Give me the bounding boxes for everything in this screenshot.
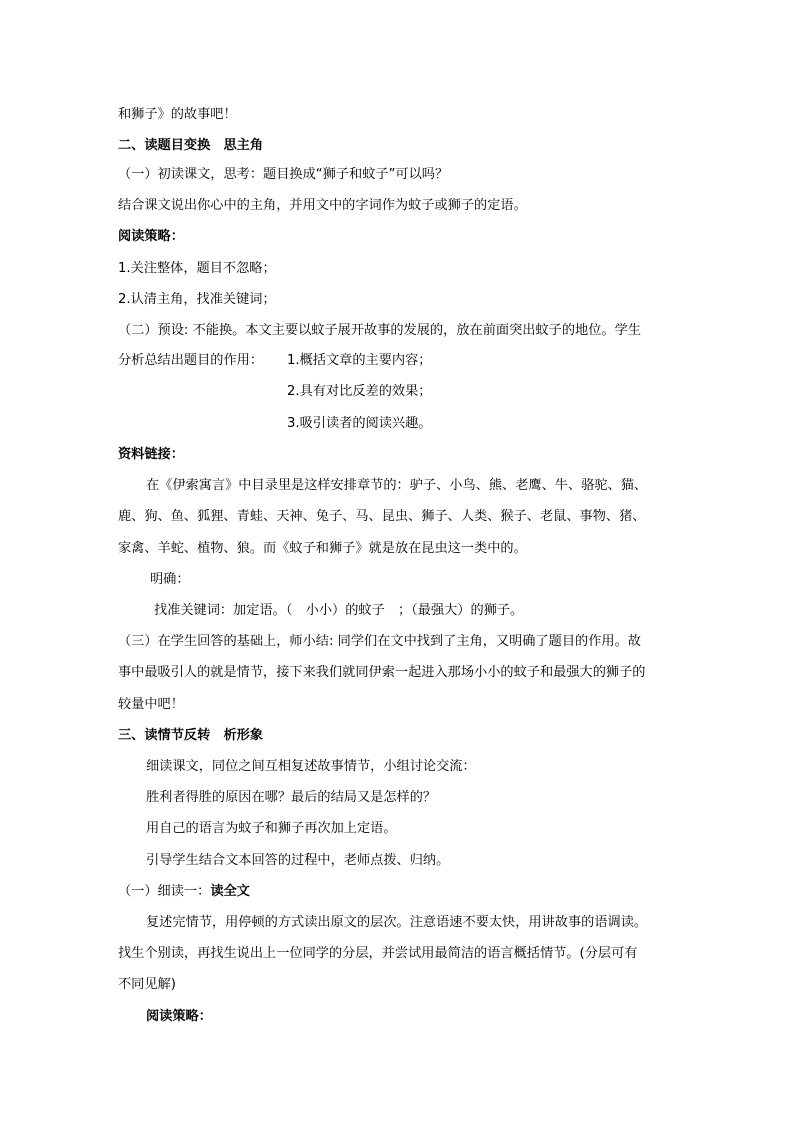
- text-line: 和狮子》的故事吧！: [118, 107, 237, 122]
- text-line: 胜利者得胜的原因在哪？最后的结局又是怎样的？: [146, 790, 437, 805]
- text-line: 事中最吸引人的就是情节，接下来我们就同伊索一起进入那场小小的蚊子和最强大的狮子的: [118, 665, 646, 680]
- text-line: 找生个别读，再找生说出上一位同学的分层，并尝试用最简洁的语言概括情节。(分层可有: [118, 946, 638, 961]
- text-line: 明确：: [150, 572, 190, 587]
- section-heading: 二、读题目变换 思主角: [118, 138, 264, 153]
- list-item: 2.具有对比反差的效果；: [287, 384, 432, 399]
- text-line: 分析总结出题目的作用：: [118, 353, 264, 368]
- text-line: （三）在学生回答的基础上，师小结: 同学们在文中找到了主角，又明确了题目的作用。故: [118, 634, 641, 649]
- text-span: （一）细读一：: [118, 884, 211, 899]
- list-item: 3.吸引读者的阅读兴趣。: [287, 416, 432, 431]
- text-line: 结合课文说出你心中的主角，并用文中的字词作为蚊子或狮子的定语。: [118, 198, 527, 213]
- subheading: 阅读策略：: [118, 229, 184, 244]
- text-line: [118, 883, 250, 901]
- list-item: 1.概括文章的主要内容；: [287, 353, 432, 368]
- text-line: 较量中吧！: [118, 697, 184, 712]
- subheading: 资料链接：: [118, 447, 184, 462]
- text-line: 1.关注整体，题目不忽略；: [118, 261, 276, 276]
- text-line: 在《伊索寓言》中目录里是这样安排章节的：驴子、小鸟、熊、老鹰、牛、骆驼、猫、: [146, 478, 648, 493]
- text-line: 细读课文，同位之间互相复述故事情节，小组讨论交流：: [146, 759, 476, 774]
- text-line: 家禽、羊蛇、植物、狼。而《蚊子和狮子》就是放在昆虫这一类中的。: [118, 541, 527, 556]
- text-line: （一）初读课文，思考：题目换成“狮子和蚊子”可以吗？: [118, 167, 449, 182]
- section-heading: 三、读情节反转 析形象: [118, 728, 264, 743]
- text-line: 不同见解): [118, 977, 176, 992]
- text-line: （二）预设: 不能换。本文主要以蚊子展开故事的发展的，放在前面突出蚊子的地位。学生: [118, 323, 641, 338]
- text-line: 鹿、狗、鱼、狐狸、青蛙、天神、兔子、马、昆虫、狮子、人类、猴子、老鼠、事物、猪、: [118, 509, 646, 524]
- subheading: 阅读策略：: [146, 1009, 212, 1024]
- text-line: 引导学生结合文本回答的过程中，老师点拨、归纳。: [146, 853, 450, 868]
- text-line: 2.认清主角，找准关键词；: [118, 292, 276, 307]
- text-line: 找准关键词：加定语。（ 小小）的蚊子 ；（最强大）的狮子。: [154, 603, 524, 618]
- bold-span: 读全文: [210, 884, 250, 899]
- text-line: 用自己的语言为蚊子和狮子再次加上定语。: [146, 821, 397, 836]
- text-line: 复述完情节，用停顿的方式读出原文的层次。注意语速不要太快，用讲故事的语调读。: [146, 915, 648, 930]
